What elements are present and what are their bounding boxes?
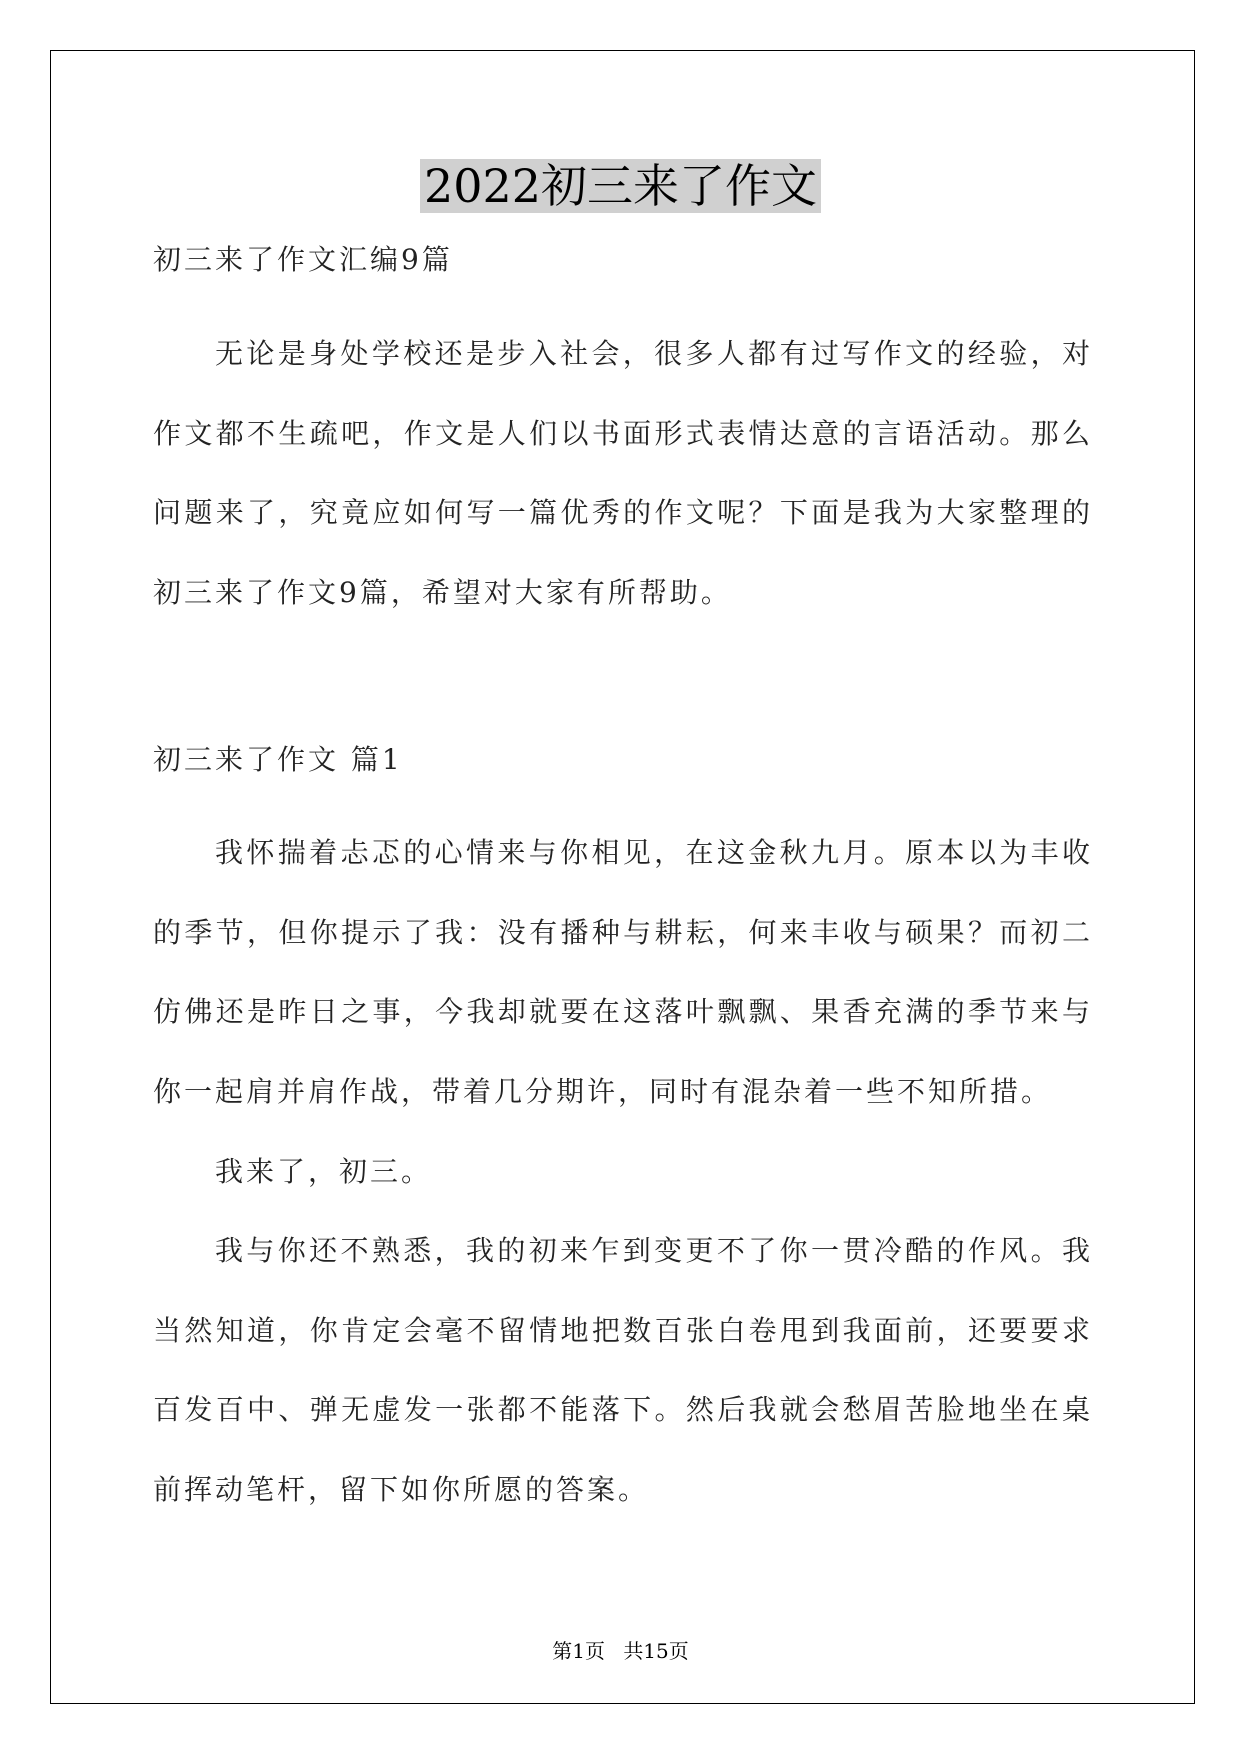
text-line: 你一起肩并肩作战，带着几分期许，同时有混杂着一些不知所措。	[153, 1075, 1053, 1108]
text-line: 初三来了作文汇编9篇	[153, 243, 453, 276]
text-line: 我怀揣着忐忑的心情来与你相见，在这金秋九月。原本以为丰收	[215, 836, 1093, 869]
page-number: 第1页	[552, 1639, 605, 1663]
text-line: 初三来了作文9篇，希望对大家有所帮助。	[153, 576, 732, 609]
text-line: 初三来了作文 篇1	[153, 743, 403, 776]
document-title	[0, 155, 1241, 217]
page-border	[50, 50, 1195, 1704]
text-line: 作文都不生疏吧，作文是人们以书面形式表情达意的言语活动。那么	[153, 417, 1093, 450]
text-line: 问题来了，究竟应如何写一篇优秀的作文呢？下面是我为大家整理的	[153, 496, 1093, 529]
page-footer	[0, 1635, 1241, 1664]
text-line: 仿佛还是昨日之事，今我却就要在这落叶飘飘、果香充满的季节来与	[153, 995, 1093, 1028]
text-line: 我与你还不熟悉，我的初来乍到变更不了你一贯冷酷的作风。我	[215, 1234, 1093, 1267]
text-line: 百发百中、弹无虚发一张都不能落下。然后我就会愁眉苦脸地坐在桌	[153, 1393, 1093, 1426]
document-title-text: 2022初三来了作文	[420, 159, 821, 213]
text-line: 我来了，初三。	[215, 1155, 433, 1188]
text-line: 前挥动笔杆，留下如你所愿的答案。	[153, 1473, 650, 1506]
page-total: 共15页	[623, 1639, 689, 1663]
text-line: 当然知道，你肯定会毫不留情地把数百张白卷甩到我面前，还要要求	[153, 1314, 1093, 1347]
text-line: 的季节，但你提示了我：没有播种与耕耘，何来丰收与硕果？而初二	[153, 916, 1093, 949]
text-line: 无论是身处学校还是步入社会，很多人都有过写作文的经验，对	[215, 337, 1093, 370]
